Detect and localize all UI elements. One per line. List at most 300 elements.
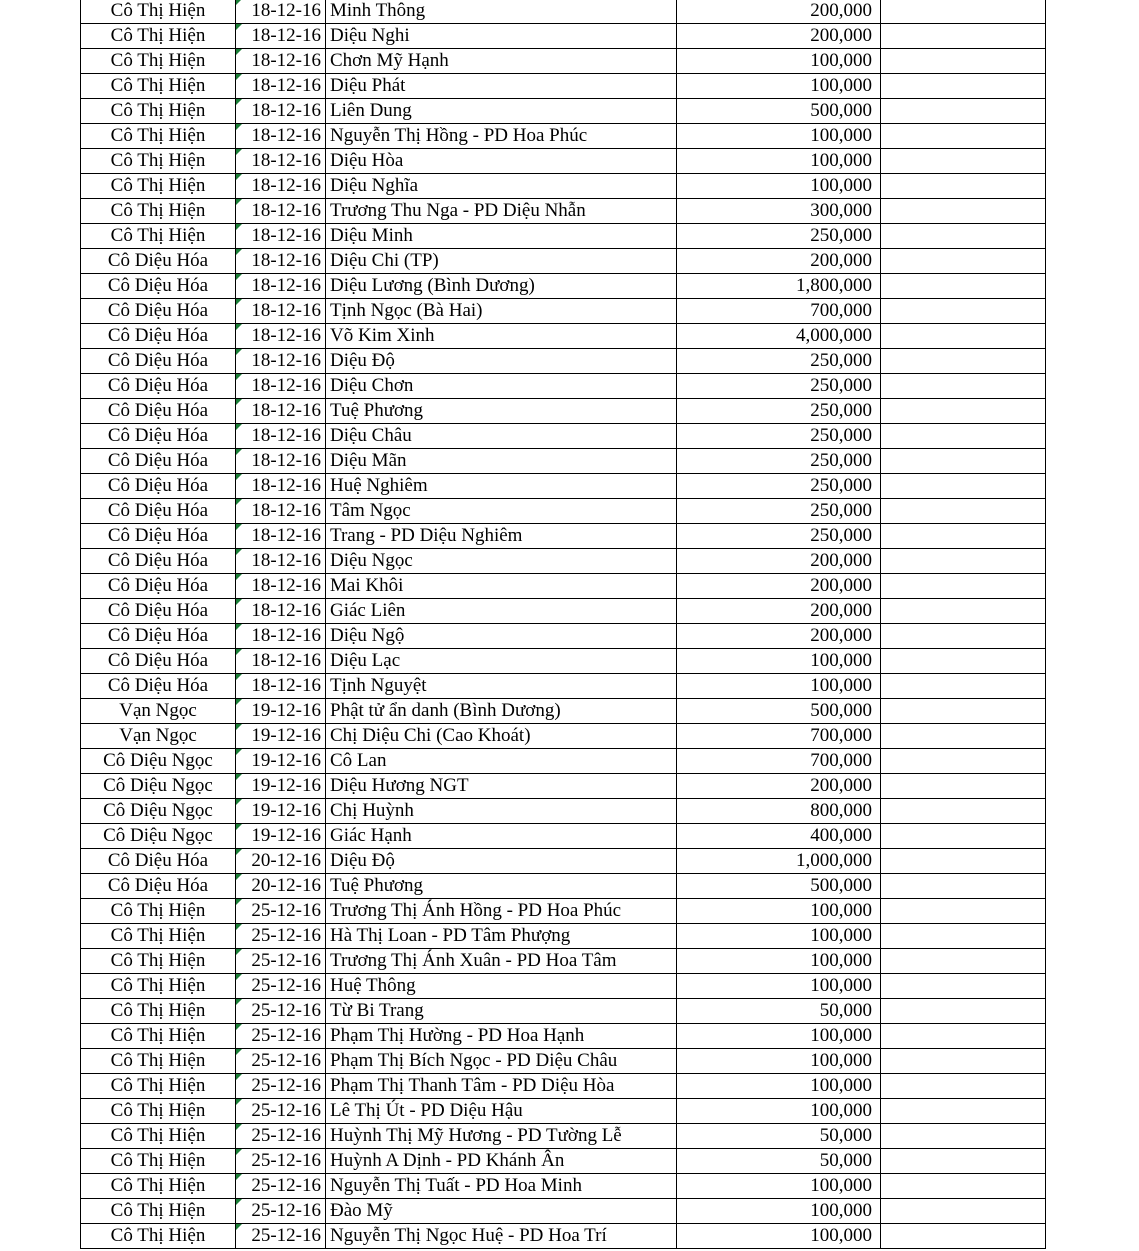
empty-cell[interactable] bbox=[881, 24, 1046, 49]
date-cell[interactable]: 19-12-16 bbox=[236, 749, 326, 774]
amount-cell[interactable]: 100,000 bbox=[677, 1224, 881, 1249]
donor-name-cell[interactable]: Trương Thu Nga - PD Diệu Nhẫn bbox=[326, 199, 677, 224]
table-row bbox=[81, 74, 1046, 99]
table-row bbox=[81, 224, 1046, 249]
date-cell[interactable]: 18-12-16 bbox=[236, 424, 326, 449]
empty-cell[interactable] bbox=[881, 899, 1046, 924]
collector-cell[interactable]: Cô Diệu Ngọc bbox=[81, 799, 236, 824]
table-row bbox=[81, 624, 1046, 649]
amount-cell[interactable]: 100,000 bbox=[677, 124, 881, 149]
collector-cell[interactable]: Cô Diệu Hóa bbox=[81, 449, 236, 474]
amount-cell[interactable]: 500,000 bbox=[677, 699, 881, 724]
donor-name-cell[interactable]: Diệu Mãn bbox=[326, 449, 677, 474]
amount-cell[interactable]: 100,000 bbox=[677, 899, 881, 924]
table-row bbox=[81, 674, 1046, 699]
collector-cell[interactable]: Cô Diệu Hóa bbox=[81, 349, 236, 374]
donor-name-cell[interactable]: Liên Dung bbox=[326, 99, 677, 124]
donor-name-cell[interactable]: Tịnh Nguyệt bbox=[326, 674, 677, 699]
amount-cell[interactable]: 100,000 bbox=[677, 174, 881, 199]
empty-cell[interactable] bbox=[881, 549, 1046, 574]
amount-cell[interactable]: 700,000 bbox=[677, 299, 881, 324]
empty-cell[interactable] bbox=[881, 849, 1046, 874]
amount-cell[interactable]: 50,000 bbox=[677, 999, 881, 1024]
collector-cell[interactable]: Cô Thị Hiện bbox=[81, 149, 236, 174]
date-cell[interactable]: 18-12-16 bbox=[236, 399, 326, 424]
table-row bbox=[81, 399, 1046, 424]
collector-cell[interactable]: Cô Thị Hiện bbox=[81, 74, 236, 99]
amount-cell[interactable]: 250,000 bbox=[677, 424, 881, 449]
table-row bbox=[81, 974, 1046, 999]
collector-cell[interactable]: Vạn Ngọc bbox=[81, 699, 236, 724]
table-row bbox=[81, 1199, 1046, 1224]
table-row bbox=[81, 24, 1046, 49]
amount-cell[interactable]: 200,000 bbox=[677, 624, 881, 649]
amount-cell[interactable]: 100,000 bbox=[677, 924, 881, 949]
amount-cell[interactable]: 100,000 bbox=[677, 649, 881, 674]
date-cell[interactable]: 19-12-16 bbox=[236, 724, 326, 749]
table-row bbox=[81, 99, 1046, 124]
donor-name-cell[interactable]: Nguyễn Thị Ngọc Huệ - PD Hoa Trí bbox=[326, 1224, 677, 1249]
collector-cell[interactable]: Cô Diệu Hóa bbox=[81, 549, 236, 574]
collector-cell[interactable]: Cô Diệu Hóa bbox=[81, 299, 236, 324]
empty-cell[interactable] bbox=[881, 224, 1046, 249]
donor-name-cell[interactable]: Phạm Thị Hường - PD Hoa Hạnh bbox=[326, 1024, 677, 1049]
donor-name-cell[interactable]: Phạm Thị Thanh Tâm - PD Diệu Hòa bbox=[326, 1074, 677, 1099]
empty-cell[interactable] bbox=[881, 149, 1046, 174]
date-cell[interactable]: 25-12-16 bbox=[236, 1024, 326, 1049]
collector-cell[interactable]: Vạn Ngọc bbox=[81, 724, 236, 749]
empty-cell[interactable] bbox=[881, 999, 1046, 1024]
amount-cell[interactable]: 100,000 bbox=[677, 49, 881, 74]
date-cell[interactable]: 18-12-16 bbox=[236, 624, 326, 649]
date-cell[interactable]: 25-12-16 bbox=[236, 1074, 326, 1099]
collector-cell[interactable]: Cô Diệu Hóa bbox=[81, 374, 236, 399]
amount-cell[interactable]: 200,000 bbox=[677, 774, 881, 799]
date-cell[interactable]: 18-12-16 bbox=[236, 274, 326, 299]
collector-cell[interactable]: Cô Thị Hiện bbox=[81, 124, 236, 149]
empty-cell[interactable] bbox=[881, 1149, 1046, 1174]
table-row bbox=[81, 199, 1046, 224]
table-row bbox=[81, 1049, 1046, 1074]
amount-cell[interactable]: 100,000 bbox=[677, 74, 881, 99]
empty-cell[interactable] bbox=[881, 974, 1046, 999]
date-cell[interactable]: 18-12-16 bbox=[236, 324, 326, 349]
table-row bbox=[81, 349, 1046, 374]
table-row bbox=[81, 124, 1046, 149]
collector-cell[interactable]: Cô Thị Hiện bbox=[81, 1099, 236, 1124]
empty-cell[interactable] bbox=[881, 0, 1046, 24]
date-cell[interactable]: 25-12-16 bbox=[236, 1049, 326, 1074]
donor-name-cell[interactable]: Diệu Ngộ bbox=[326, 624, 677, 649]
date-cell[interactable]: 18-12-16 bbox=[236, 449, 326, 474]
collector-cell[interactable]: Cô Thị Hiện bbox=[81, 99, 236, 124]
donor-name-cell[interactable]: Mai Khôi bbox=[326, 574, 677, 599]
table-row bbox=[81, 324, 1046, 349]
collector-cell[interactable]: Cô Thị Hiện bbox=[81, 0, 236, 24]
date-cell[interactable]: 18-12-16 bbox=[236, 24, 326, 49]
collector-cell[interactable]: Cô Thị Hiện bbox=[81, 1124, 236, 1149]
collector-cell[interactable]: Cô Diệu Ngọc bbox=[81, 824, 236, 849]
date-cell[interactable]: 25-12-16 bbox=[236, 1174, 326, 1199]
donor-name-cell[interactable]: Diệu Nghi bbox=[326, 24, 677, 49]
donor-name-cell[interactable]: Tuệ Phương bbox=[326, 399, 677, 424]
collector-cell[interactable]: Cô Diệu Hóa bbox=[81, 324, 236, 349]
empty-cell[interactable] bbox=[881, 349, 1046, 374]
empty-cell[interactable] bbox=[881, 574, 1046, 599]
empty-cell[interactable] bbox=[881, 724, 1046, 749]
empty-cell[interactable] bbox=[881, 324, 1046, 349]
empty-cell[interactable] bbox=[881, 1224, 1046, 1249]
collector-cell[interactable]: Cô Thị Hiện bbox=[81, 949, 236, 974]
table-row bbox=[81, 899, 1046, 924]
empty-cell[interactable] bbox=[881, 499, 1046, 524]
amount-cell[interactable]: 100,000 bbox=[677, 974, 881, 999]
donor-name-cell[interactable]: Nguyễn Thị Hồng - PD Hoa Phúc bbox=[326, 124, 677, 149]
collector-cell[interactable]: Cô Thị Hiện bbox=[81, 1149, 236, 1174]
date-cell[interactable]: 25-12-16 bbox=[236, 1099, 326, 1124]
collector-cell[interactable]: Cô Diệu Hóa bbox=[81, 874, 236, 899]
table-row bbox=[81, 949, 1046, 974]
empty-cell[interactable] bbox=[881, 49, 1046, 74]
amount-cell[interactable]: 700,000 bbox=[677, 749, 881, 774]
date-cell[interactable]: 25-12-16 bbox=[236, 1149, 326, 1174]
empty-cell[interactable] bbox=[881, 449, 1046, 474]
date-cell[interactable]: 18-12-16 bbox=[236, 74, 326, 99]
empty-cell[interactable] bbox=[881, 1099, 1046, 1124]
amount-cell[interactable]: 300,000 bbox=[677, 199, 881, 224]
collector-cell[interactable]: Cô Diệu Hóa bbox=[81, 474, 236, 499]
donor-name-cell[interactable]: Diệu Châu bbox=[326, 424, 677, 449]
amount-cell[interactable]: 4,000,000 bbox=[677, 324, 881, 349]
amount-cell[interactable]: 1,800,000 bbox=[677, 274, 881, 299]
amount-cell[interactable]: 100,000 bbox=[677, 1099, 881, 1124]
collector-cell[interactable]: Cô Diệu Hóa bbox=[81, 849, 236, 874]
date-cell[interactable]: 19-12-16 bbox=[236, 699, 326, 724]
collector-cell[interactable]: Cô Thị Hiện bbox=[81, 924, 236, 949]
date-cell[interactable]: 18-12-16 bbox=[236, 374, 326, 399]
table-row bbox=[81, 249, 1046, 274]
donor-name-cell[interactable]: Minh Thông bbox=[326, 0, 677, 24]
donor-name-cell[interactable]: Tuệ Phương bbox=[326, 874, 677, 899]
amount-cell[interactable]: 200,000 bbox=[677, 549, 881, 574]
amount-cell[interactable]: 50,000 bbox=[677, 1124, 881, 1149]
amount-cell[interactable]: 250,000 bbox=[677, 449, 881, 474]
empty-cell[interactable] bbox=[881, 649, 1046, 674]
table-row bbox=[81, 924, 1046, 949]
empty-cell[interactable] bbox=[881, 774, 1046, 799]
donor-name-cell[interactable]: Diệu Hương NGT bbox=[326, 774, 677, 799]
empty-cell[interactable] bbox=[881, 874, 1046, 899]
collector-cell[interactable]: Cô Diệu Hóa bbox=[81, 424, 236, 449]
table-row bbox=[81, 724, 1046, 749]
donor-name-cell[interactable]: Chơn Mỹ Hạnh bbox=[326, 49, 677, 74]
donor-name-cell[interactable]: Diệu Độ bbox=[326, 349, 677, 374]
amount-cell[interactable]: 250,000 bbox=[677, 474, 881, 499]
collector-cell[interactable]: Cô Thị Hiện bbox=[81, 1174, 236, 1199]
empty-cell[interactable] bbox=[881, 174, 1046, 199]
collector-cell[interactable]: Cô Thị Hiện bbox=[81, 174, 236, 199]
donor-name-cell[interactable]: Phật tử ẩn danh (Bình Dương) bbox=[326, 699, 677, 724]
collector-cell[interactable]: Cô Thị Hiện bbox=[81, 974, 236, 999]
empty-cell[interactable] bbox=[881, 599, 1046, 624]
table-row bbox=[81, 424, 1046, 449]
date-cell[interactable]: 25-12-16 bbox=[236, 924, 326, 949]
empty-cell[interactable] bbox=[881, 1074, 1046, 1099]
donor-name-cell[interactable]: Diệu Độ bbox=[326, 849, 677, 874]
collector-cell[interactable]: Cô Thị Hiện bbox=[81, 1199, 236, 1224]
amount-cell[interactable]: 200,000 bbox=[677, 24, 881, 49]
amount-cell[interactable]: 250,000 bbox=[677, 224, 881, 249]
empty-cell[interactable] bbox=[881, 299, 1046, 324]
empty-cell[interactable] bbox=[881, 74, 1046, 99]
amount-cell[interactable]: 250,000 bbox=[677, 524, 881, 549]
amount-cell[interactable]: 250,000 bbox=[677, 499, 881, 524]
donor-name-cell[interactable]: Diệu Chi (TP) bbox=[326, 249, 677, 274]
donor-name-cell[interactable]: Huỳnh A Dịnh - PD Khánh Ân bbox=[326, 1149, 677, 1174]
date-cell[interactable]: 18-12-16 bbox=[236, 674, 326, 699]
collector-cell[interactable]: Cô Thị Hiện bbox=[81, 24, 236, 49]
date-cell[interactable]: 18-12-16 bbox=[236, 499, 326, 524]
collector-cell[interactable]: Cô Thị Hiện bbox=[81, 1224, 236, 1249]
empty-cell[interactable] bbox=[881, 749, 1046, 774]
donor-name-cell[interactable]: Diệu Phát bbox=[326, 74, 677, 99]
empty-cell[interactable] bbox=[881, 399, 1046, 424]
empty-cell[interactable] bbox=[881, 1199, 1046, 1224]
donor-name-cell[interactable]: Lê Thị Út - PD Diệu Hậu bbox=[326, 1099, 677, 1124]
amount-cell[interactable]: 100,000 bbox=[677, 1024, 881, 1049]
empty-cell[interactable] bbox=[881, 1049, 1046, 1074]
amount-cell[interactable]: 500,000 bbox=[677, 99, 881, 124]
donor-name-cell[interactable]: Võ Kim Xinh bbox=[326, 324, 677, 349]
collector-cell[interactable]: Cô Diệu Hóa bbox=[81, 624, 236, 649]
table-row bbox=[81, 374, 1046, 399]
date-cell[interactable]: 25-12-16 bbox=[236, 1124, 326, 1149]
donor-name-cell[interactable]: Diệu Chơn bbox=[326, 374, 677, 399]
empty-cell[interactable] bbox=[881, 699, 1046, 724]
table-row bbox=[81, 599, 1046, 624]
amount-cell[interactable]: 200,000 bbox=[677, 574, 881, 599]
table-row bbox=[81, 549, 1046, 574]
empty-cell[interactable] bbox=[881, 674, 1046, 699]
donor-name-cell[interactable]: Trang - PD Diệu Nghiêm bbox=[326, 524, 677, 549]
collector-cell[interactable]: Cô Thị Hiện bbox=[81, 49, 236, 74]
empty-cell[interactable] bbox=[881, 924, 1046, 949]
collector-cell[interactable]: Cô Diệu Hóa bbox=[81, 574, 236, 599]
table-row bbox=[81, 1024, 1046, 1049]
donor-name-cell[interactable]: Chị Diệu Chi (Cao Khoát) bbox=[326, 724, 677, 749]
empty-cell[interactable] bbox=[881, 824, 1046, 849]
table-row bbox=[81, 1149, 1046, 1174]
empty-cell[interactable] bbox=[881, 1024, 1046, 1049]
amount-cell[interactable]: 100,000 bbox=[677, 949, 881, 974]
amount-cell[interactable]: 700,000 bbox=[677, 724, 881, 749]
empty-cell[interactable] bbox=[881, 474, 1046, 499]
table-row bbox=[81, 699, 1046, 724]
empty-cell[interactable] bbox=[881, 799, 1046, 824]
collector-cell[interactable]: Cô Thị Hiện bbox=[81, 199, 236, 224]
collector-cell[interactable]: Cô Thị Hiện bbox=[81, 1074, 236, 1099]
donor-name-cell[interactable]: Diệu Nghĩa bbox=[326, 174, 677, 199]
date-cell[interactable]: 19-12-16 bbox=[236, 799, 326, 824]
collector-cell[interactable]: Cô Diệu Hóa bbox=[81, 249, 236, 274]
donor-name-cell[interactable]: Diệu Lạc bbox=[326, 649, 677, 674]
date-cell[interactable]: 18-12-16 bbox=[236, 224, 326, 249]
amount-cell[interactable]: 100,000 bbox=[677, 1174, 881, 1199]
collector-cell[interactable]: Cô Diệu Hóa bbox=[81, 399, 236, 424]
date-cell[interactable]: 20-12-16 bbox=[236, 874, 326, 899]
date-cell[interactable]: 20-12-16 bbox=[236, 849, 326, 874]
collector-cell[interactable]: Cô Thị Hiện bbox=[81, 1049, 236, 1074]
table-row bbox=[81, 449, 1046, 474]
donor-name-cell[interactable]: Hà Thị Loan - PD Tâm Phượng bbox=[326, 924, 677, 949]
amount-cell[interactable]: 200,000 bbox=[677, 249, 881, 274]
donor-name-cell[interactable]: Giác Hạnh bbox=[326, 824, 677, 849]
date-cell[interactable]: 18-12-16 bbox=[236, 124, 326, 149]
amount-cell[interactable]: 100,000 bbox=[677, 674, 881, 699]
amount-cell[interactable]: 100,000 bbox=[677, 1049, 881, 1074]
date-cell[interactable]: 18-12-16 bbox=[236, 49, 326, 74]
table-row bbox=[81, 0, 1046, 24]
amount-cell[interactable]: 250,000 bbox=[677, 399, 881, 424]
collector-cell[interactable]: Cô Diệu Hóa bbox=[81, 649, 236, 674]
empty-cell[interactable] bbox=[881, 274, 1046, 299]
date-cell[interactable]: 25-12-16 bbox=[236, 1199, 326, 1224]
empty-cell[interactable] bbox=[881, 949, 1046, 974]
amount-cell[interactable]: 250,000 bbox=[677, 349, 881, 374]
table-row bbox=[81, 874, 1046, 899]
table-row bbox=[81, 49, 1046, 74]
donor-name-cell[interactable]: Trương Thị Ánh Xuân - PD Hoa Tâm bbox=[326, 949, 677, 974]
date-cell[interactable]: 18-12-16 bbox=[236, 599, 326, 624]
amount-cell[interactable]: 1,000,000 bbox=[677, 849, 881, 874]
donor-name-cell[interactable]: Giác Liên bbox=[326, 599, 677, 624]
date-cell[interactable]: 18-12-16 bbox=[236, 174, 326, 199]
amount-cell[interactable]: 200,000 bbox=[677, 0, 881, 24]
donor-name-cell[interactable]: Cô Lan bbox=[326, 749, 677, 774]
empty-cell[interactable] bbox=[881, 99, 1046, 124]
amount-cell[interactable]: 100,000 bbox=[677, 1199, 881, 1224]
date-cell[interactable]: 25-12-16 bbox=[236, 949, 326, 974]
date-cell[interactable]: 19-12-16 bbox=[236, 774, 326, 799]
date-cell[interactable]: 18-12-16 bbox=[236, 549, 326, 574]
collector-cell[interactable]: Cô Diệu Hóa bbox=[81, 499, 236, 524]
donor-name-cell[interactable]: Huỳnh Thị Mỹ Hương - PD Tường Lễ bbox=[326, 1124, 677, 1149]
empty-cell[interactable] bbox=[881, 1174, 1046, 1199]
table-row bbox=[81, 524, 1046, 549]
amount-cell[interactable]: 250,000 bbox=[677, 374, 881, 399]
collector-cell[interactable]: Cô Diệu Ngọc bbox=[81, 774, 236, 799]
empty-cell[interactable] bbox=[881, 249, 1046, 274]
table-row bbox=[81, 1224, 1046, 1249]
date-cell[interactable]: 18-12-16 bbox=[236, 149, 326, 174]
date-cell[interactable]: 18-12-16 bbox=[236, 574, 326, 599]
date-cell[interactable]: 25-12-16 bbox=[236, 999, 326, 1024]
table-row bbox=[81, 999, 1046, 1024]
table-row bbox=[81, 299, 1046, 324]
collector-cell[interactable]: Cô Diệu Hóa bbox=[81, 524, 236, 549]
donor-name-cell[interactable]: Từ Bi Trang bbox=[326, 999, 677, 1024]
donation-table bbox=[80, 0, 1046, 1249]
donor-name-cell[interactable]: Nguyễn Thị Tuất - PD Hoa Minh bbox=[326, 1174, 677, 1199]
donor-name-cell[interactable]: Đào Mỹ bbox=[326, 1199, 677, 1224]
collector-cell[interactable]: Cô Thị Hiện bbox=[81, 1024, 236, 1049]
date-cell[interactable]: 18-12-16 bbox=[236, 474, 326, 499]
table-row bbox=[81, 1074, 1046, 1099]
donor-name-cell[interactable]: Tịnh Ngọc (Bà Hai) bbox=[326, 299, 677, 324]
date-cell[interactable]: 25-12-16 bbox=[236, 1224, 326, 1249]
table-row bbox=[81, 1124, 1046, 1149]
table-row bbox=[81, 499, 1046, 524]
empty-cell[interactable] bbox=[881, 524, 1046, 549]
donor-name-cell[interactable]: Huệ Nghiêm bbox=[326, 474, 677, 499]
donor-name-cell[interactable]: Huệ Thông bbox=[326, 974, 677, 999]
collector-cell[interactable]: Cô Diệu Hóa bbox=[81, 599, 236, 624]
table-row bbox=[81, 749, 1046, 774]
donor-name-cell[interactable]: Diệu Lương (Bình Dương) bbox=[326, 274, 677, 299]
amount-cell[interactable]: 100,000 bbox=[677, 1074, 881, 1099]
table-row bbox=[81, 149, 1046, 174]
date-cell[interactable]: 18-12-16 bbox=[236, 524, 326, 549]
amount-cell[interactable]: 400,000 bbox=[677, 824, 881, 849]
amount-cell[interactable]: 800,000 bbox=[677, 799, 881, 824]
table-row bbox=[81, 174, 1046, 199]
table-row bbox=[81, 274, 1046, 299]
amount-cell[interactable]: 50,000 bbox=[677, 1149, 881, 1174]
collector-cell[interactable]: Cô Thị Hiện bbox=[81, 999, 236, 1024]
date-cell[interactable]: 18-12-16 bbox=[236, 349, 326, 374]
amount-cell[interactable]: 200,000 bbox=[677, 599, 881, 624]
table-row bbox=[81, 774, 1046, 799]
donor-name-cell[interactable]: Diệu Hòa bbox=[326, 149, 677, 174]
date-cell[interactable]: 25-12-16 bbox=[236, 899, 326, 924]
donor-name-cell[interactable]: Diệu Minh bbox=[326, 224, 677, 249]
table-row bbox=[81, 1099, 1046, 1124]
table-row bbox=[81, 824, 1046, 849]
donor-name-cell[interactable]: Diệu Ngọc bbox=[326, 549, 677, 574]
amount-cell[interactable]: 500,000 bbox=[677, 874, 881, 899]
empty-cell[interactable] bbox=[881, 1124, 1046, 1149]
collector-cell[interactable]: Cô Diệu Hóa bbox=[81, 274, 236, 299]
amount-cell[interactable]: 100,000 bbox=[677, 149, 881, 174]
date-cell[interactable]: 18-12-16 bbox=[236, 249, 326, 274]
empty-cell[interactable] bbox=[881, 624, 1046, 649]
date-cell[interactable]: 18-12-16 bbox=[236, 199, 326, 224]
date-cell[interactable]: 19-12-16 bbox=[236, 824, 326, 849]
empty-cell[interactable] bbox=[881, 124, 1046, 149]
date-cell[interactable]: 18-12-16 bbox=[236, 299, 326, 324]
donor-name-cell[interactable]: Phạm Thị Bích Ngọc - PD Diệu Châu bbox=[326, 1049, 677, 1074]
collector-cell[interactable]: Cô Thị Hiện bbox=[81, 899, 236, 924]
empty-cell[interactable] bbox=[881, 424, 1046, 449]
date-cell[interactable]: 18-12-16 bbox=[236, 649, 326, 674]
table-row bbox=[81, 574, 1046, 599]
date-cell[interactable]: 25-12-16 bbox=[236, 974, 326, 999]
collector-cell[interactable]: Cô Diệu Hóa bbox=[81, 674, 236, 699]
empty-cell[interactable] bbox=[881, 199, 1046, 224]
table-row bbox=[81, 649, 1046, 674]
date-cell[interactable]: 18-12-16 bbox=[236, 0, 326, 24]
donor-name-cell[interactable]: Trương Thị Ánh Hồng - PD Hoa Phúc bbox=[326, 899, 677, 924]
collector-cell[interactable]: Cô Diệu Ngọc bbox=[81, 749, 236, 774]
collector-cell[interactable]: Cô Thị Hiện bbox=[81, 224, 236, 249]
donor-name-cell[interactable]: Chị Huỳnh bbox=[326, 799, 677, 824]
table-row bbox=[81, 849, 1046, 874]
table-row bbox=[81, 474, 1046, 499]
date-cell[interactable]: 18-12-16 bbox=[236, 99, 326, 124]
empty-cell[interactable] bbox=[881, 374, 1046, 399]
table-row bbox=[81, 1174, 1046, 1199]
donor-name-cell[interactable]: Tâm Ngọc bbox=[326, 499, 677, 524]
